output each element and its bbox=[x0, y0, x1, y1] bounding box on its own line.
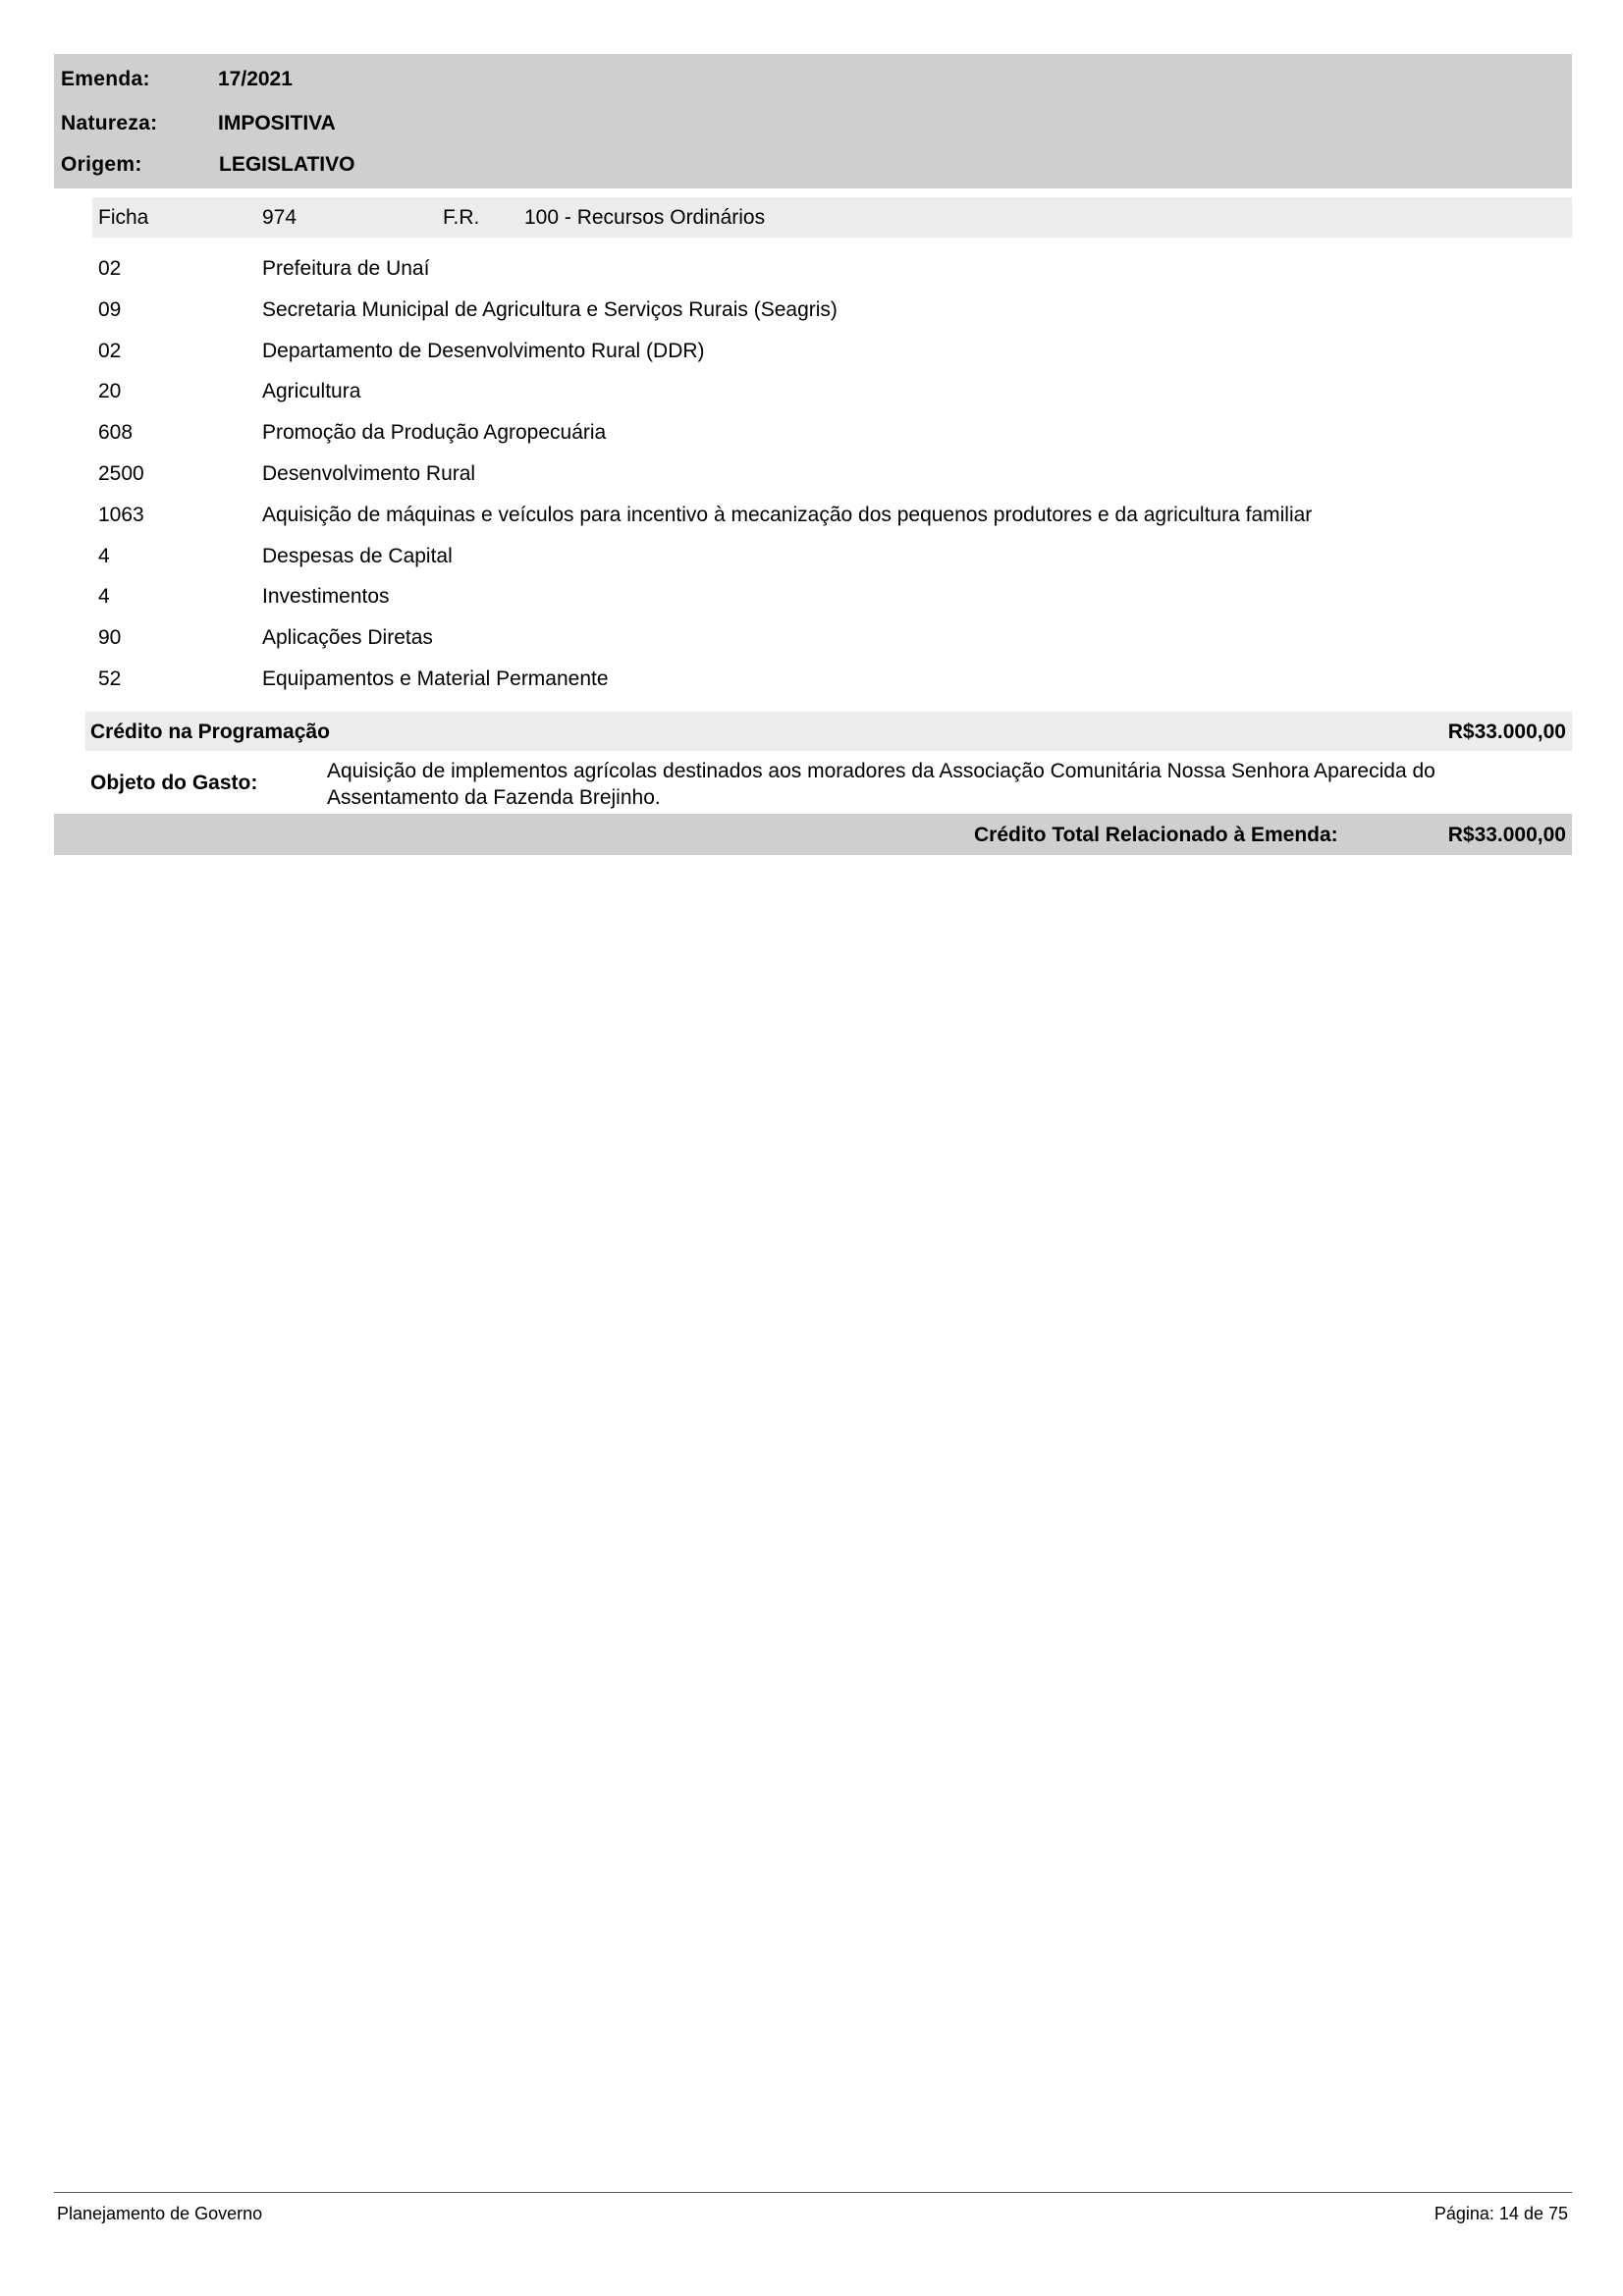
item-description: Agricultura bbox=[262, 380, 361, 403]
origem-value: LEGISLATIVO bbox=[219, 153, 355, 176]
item-code: 20 bbox=[98, 380, 122, 403]
item-description: Departamento de Desenvolvimento Rural (DDR) bbox=[262, 339, 705, 362]
emenda-header bbox=[54, 54, 1572, 188]
footer-divider bbox=[54, 2192, 1572, 2193]
item-code: 608 bbox=[98, 421, 134, 445]
item-code: 1063 bbox=[98, 503, 144, 526]
list-item bbox=[98, 454, 1571, 496]
list-item bbox=[98, 291, 1571, 332]
item-code: 02 bbox=[98, 257, 122, 280]
natureza-value: IMPOSITIVA bbox=[218, 112, 336, 134]
item-description: Promoção da Produção Agropecuária bbox=[262, 421, 607, 445]
total-value: R$33.000,00 bbox=[1447, 824, 1566, 846]
list-item bbox=[98, 372, 1571, 413]
credito-label: Crédito na Programação bbox=[90, 721, 330, 743]
list-item bbox=[98, 577, 1571, 618]
list-item bbox=[98, 537, 1571, 578]
item-description: Prefeitura de Unaí bbox=[262, 257, 430, 280]
list-item bbox=[98, 496, 1571, 537]
list-item bbox=[98, 413, 1571, 454]
credito-programacao-bar bbox=[85, 712, 1572, 751]
objeto-text: Aquisição de implementos agrícolas destinados aos moradores da Associação Comunitária Nossa Senhora Aparecida do Assentamento da Fazenda Brejinho. bbox=[327, 760, 1435, 809]
item-code: 90 bbox=[98, 626, 122, 650]
item-code: 4 bbox=[98, 585, 110, 609]
credito-total-bar bbox=[54, 814, 1572, 855]
emenda-value: 17/2021 bbox=[218, 68, 293, 90]
item-description: Secretaria Municipal de Agricultura e Serviços Rurais (Seagris) bbox=[262, 297, 838, 321]
item-description: Aquisição de máquinas e veículos para incentivo à mecanização dos pequenos produtores e da agricultura familiar bbox=[262, 503, 1313, 526]
item-description: Equipamentos e Material Permanente bbox=[262, 667, 609, 690]
credito-value: R$33.000,00 bbox=[1447, 721, 1566, 743]
item-code: 09 bbox=[98, 297, 122, 321]
natureza-label: Natureza: bbox=[61, 112, 158, 134]
ficha-label: Ficha bbox=[98, 206, 149, 229]
list-item bbox=[98, 618, 1571, 660]
item-code: 4 bbox=[98, 544, 110, 567]
origem-label: Origem: bbox=[61, 153, 142, 176]
item-code: 52 bbox=[98, 667, 122, 690]
item-code: 02 bbox=[98, 339, 122, 362]
item-description: Despesas de Capital bbox=[262, 544, 453, 567]
item-description: Aplicações Diretas bbox=[262, 626, 433, 650]
emenda-label: Emenda: bbox=[61, 68, 150, 90]
item-description: Desenvolvimento Rural bbox=[262, 461, 476, 485]
item-code: 2500 bbox=[98, 461, 144, 485]
page-number: Página: 14 de 75 bbox=[1434, 2204, 1568, 2223]
ficha-bar bbox=[92, 197, 1572, 238]
footer-department: Planejamento de Governo bbox=[57, 2204, 263, 2223]
item-description: Investimentos bbox=[262, 585, 390, 609]
fr-value: 100 - Recursos Ordinários bbox=[524, 206, 766, 229]
fr-label: F.R. bbox=[443, 206, 480, 229]
total-label: Crédito Total Relacionado à Emenda: bbox=[974, 824, 1338, 846]
list-item bbox=[98, 249, 1571, 291]
ficha-number: 974 bbox=[262, 206, 298, 229]
objeto-label: Objeto do Gasto: bbox=[90, 772, 258, 794]
list-item bbox=[98, 332, 1571, 373]
list-item bbox=[98, 660, 1571, 701]
classification-list bbox=[98, 249, 1571, 701]
